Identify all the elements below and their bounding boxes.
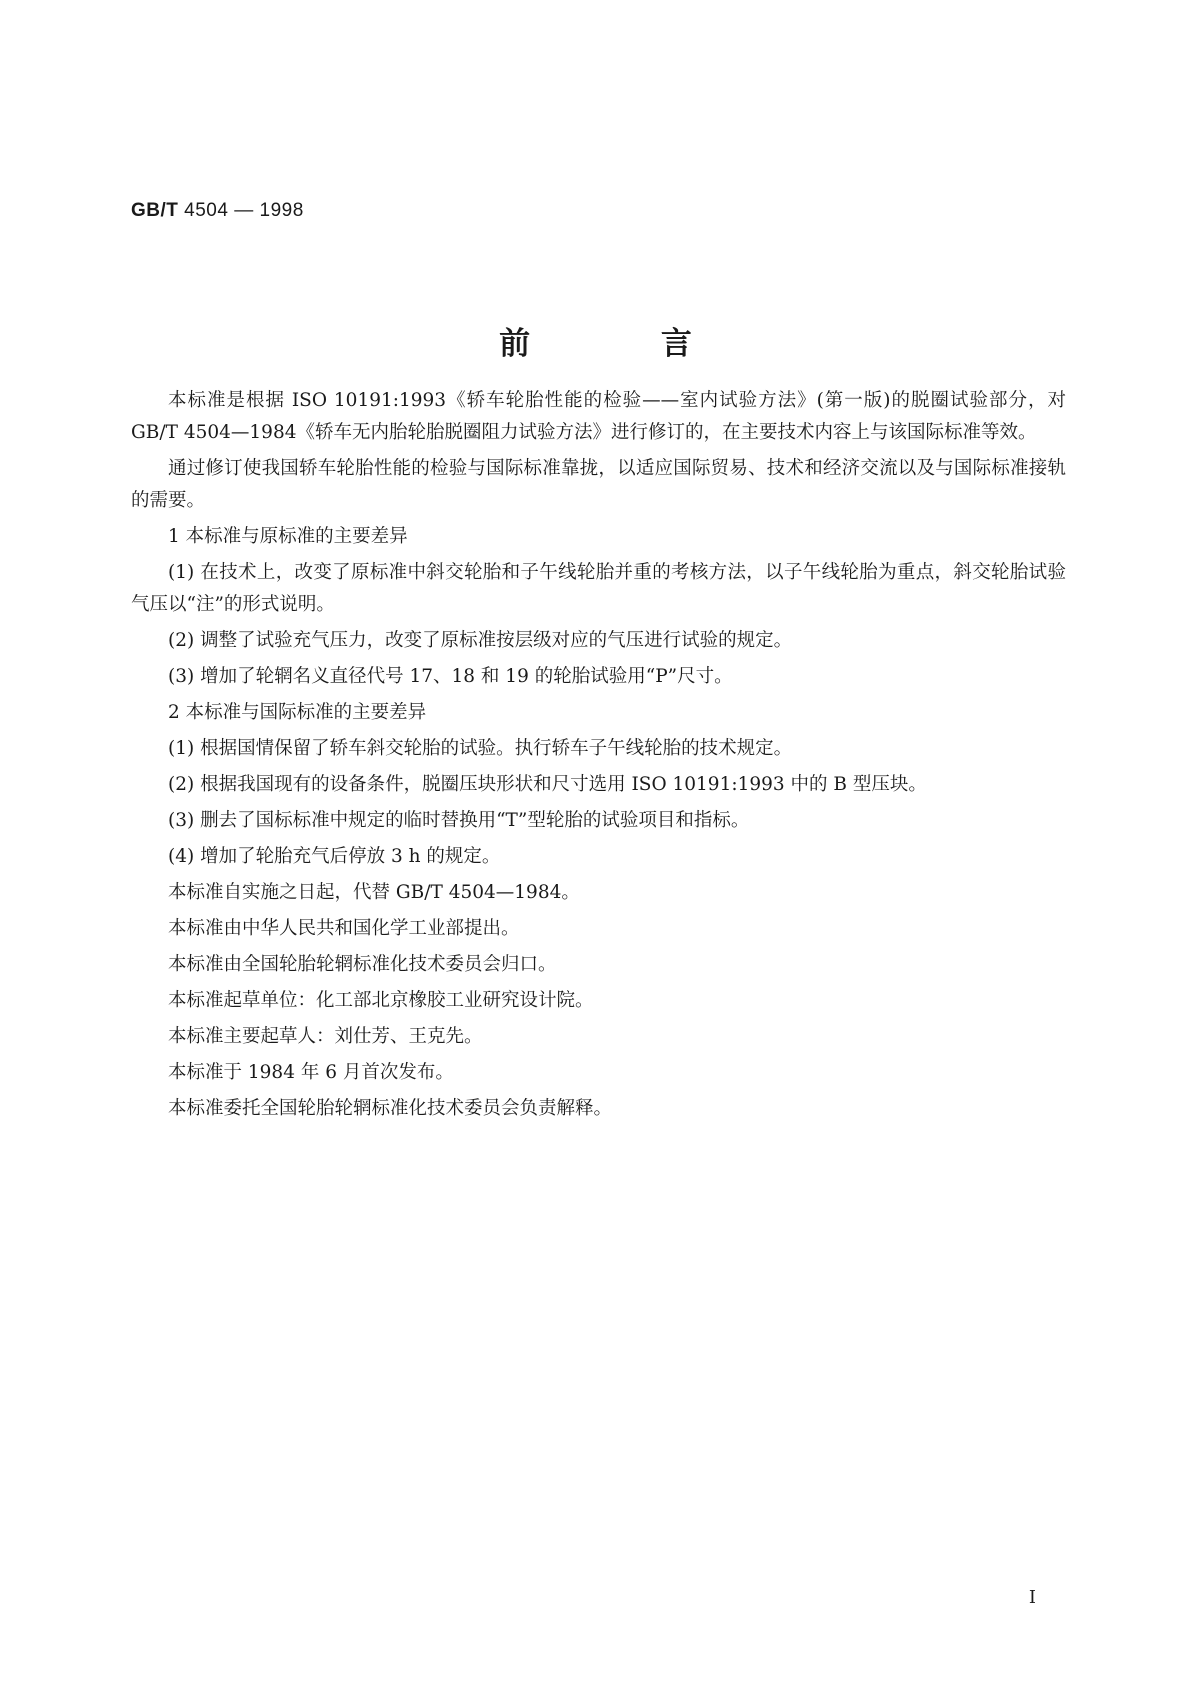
standard-prefix: GB/T [131, 200, 179, 221]
paragraph: (1) 根据国情保留了轿车斜交轮胎的试验。执行轿车子午线轮胎的技术规定。 [168, 738, 793, 759]
paragraph: 本标准于 1984 年 6 月首次发布。 [168, 1062, 454, 1083]
standard-number: 4504 — 1998 [184, 200, 304, 221]
paragraph: 本标准自实施之日起，代替 GB/T 4504—1984。 [168, 882, 580, 903]
paragraph: 本标准是根据 ISO 10191:1993《轿车轮胎性能的检验——室内试验方法》(第一版)的脱圈试验部分，对 GB/T 4504—1984《轿车无内胎轮胎脱圈阻力试验方法》进行修订的，在主要技术内容上与该国际标准等效。 [131, 390, 1066, 443]
paragraph: (4) 增加了轮胎充气后停放 3 h 的规定。 [168, 846, 501, 867]
paragraph: 本标准起草单位：化工部北京橡胶工业研究设计院。 [168, 990, 594, 1011]
paragraph: (2) 根据我国现有的设备条件，脱圈压块形状和尺寸选用 ISO 10191:1993 中的 B 型压块。 [168, 774, 927, 795]
paragraph: 1 本标准与原标准的主要差异 [168, 526, 408, 547]
paragraph: (3) 增加了轮辋名义直径代号 17、18 和 19 的轮胎试验用“P”尺寸。 [168, 666, 733, 687]
paragraph: (3) 删去了国标标准中规定的临时替换用“T”型轮胎的试验项目和指标。 [168, 810, 750, 831]
paragraph: 本标准由中华人民共和国化学工业部提出。 [168, 918, 520, 939]
foreword-body [131, 385, 1066, 1129]
page-number: I [1028, 1587, 1036, 1608]
page-title: 前 言 [499, 326, 752, 362]
paragraph: 2 本标准与国际标准的主要差异 [168, 702, 427, 723]
standard-code [131, 200, 304, 222]
paragraph: 通过修订使我国轿车轮胎性能的检验与国际标准靠拢，以适应国际贸易、技术和经济交流以及与国际标准接轨的需要。 [131, 458, 1066, 511]
paragraph: 本标准主要起草人：刘仕芳、王克先。 [168, 1026, 483, 1047]
paragraph: 本标准委托全国轮胎轮辋标准化技术委员会负责解释。 [168, 1098, 613, 1119]
paragraph: (2) 调整了试验充气压力，改变了原标准按层级对应的气压进行试验的规定。 [168, 630, 793, 651]
paragraph: 本标准由全国轮胎轮辋标准化技术委员会归口。 [168, 954, 557, 975]
paragraph: (1) 在技术上，改变了原标准中斜交轮胎和子午线轮胎并重的考核方法，以子午线轮胎为重点，斜交轮胎试验气压以“注”的形式说明。 [131, 562, 1066, 615]
